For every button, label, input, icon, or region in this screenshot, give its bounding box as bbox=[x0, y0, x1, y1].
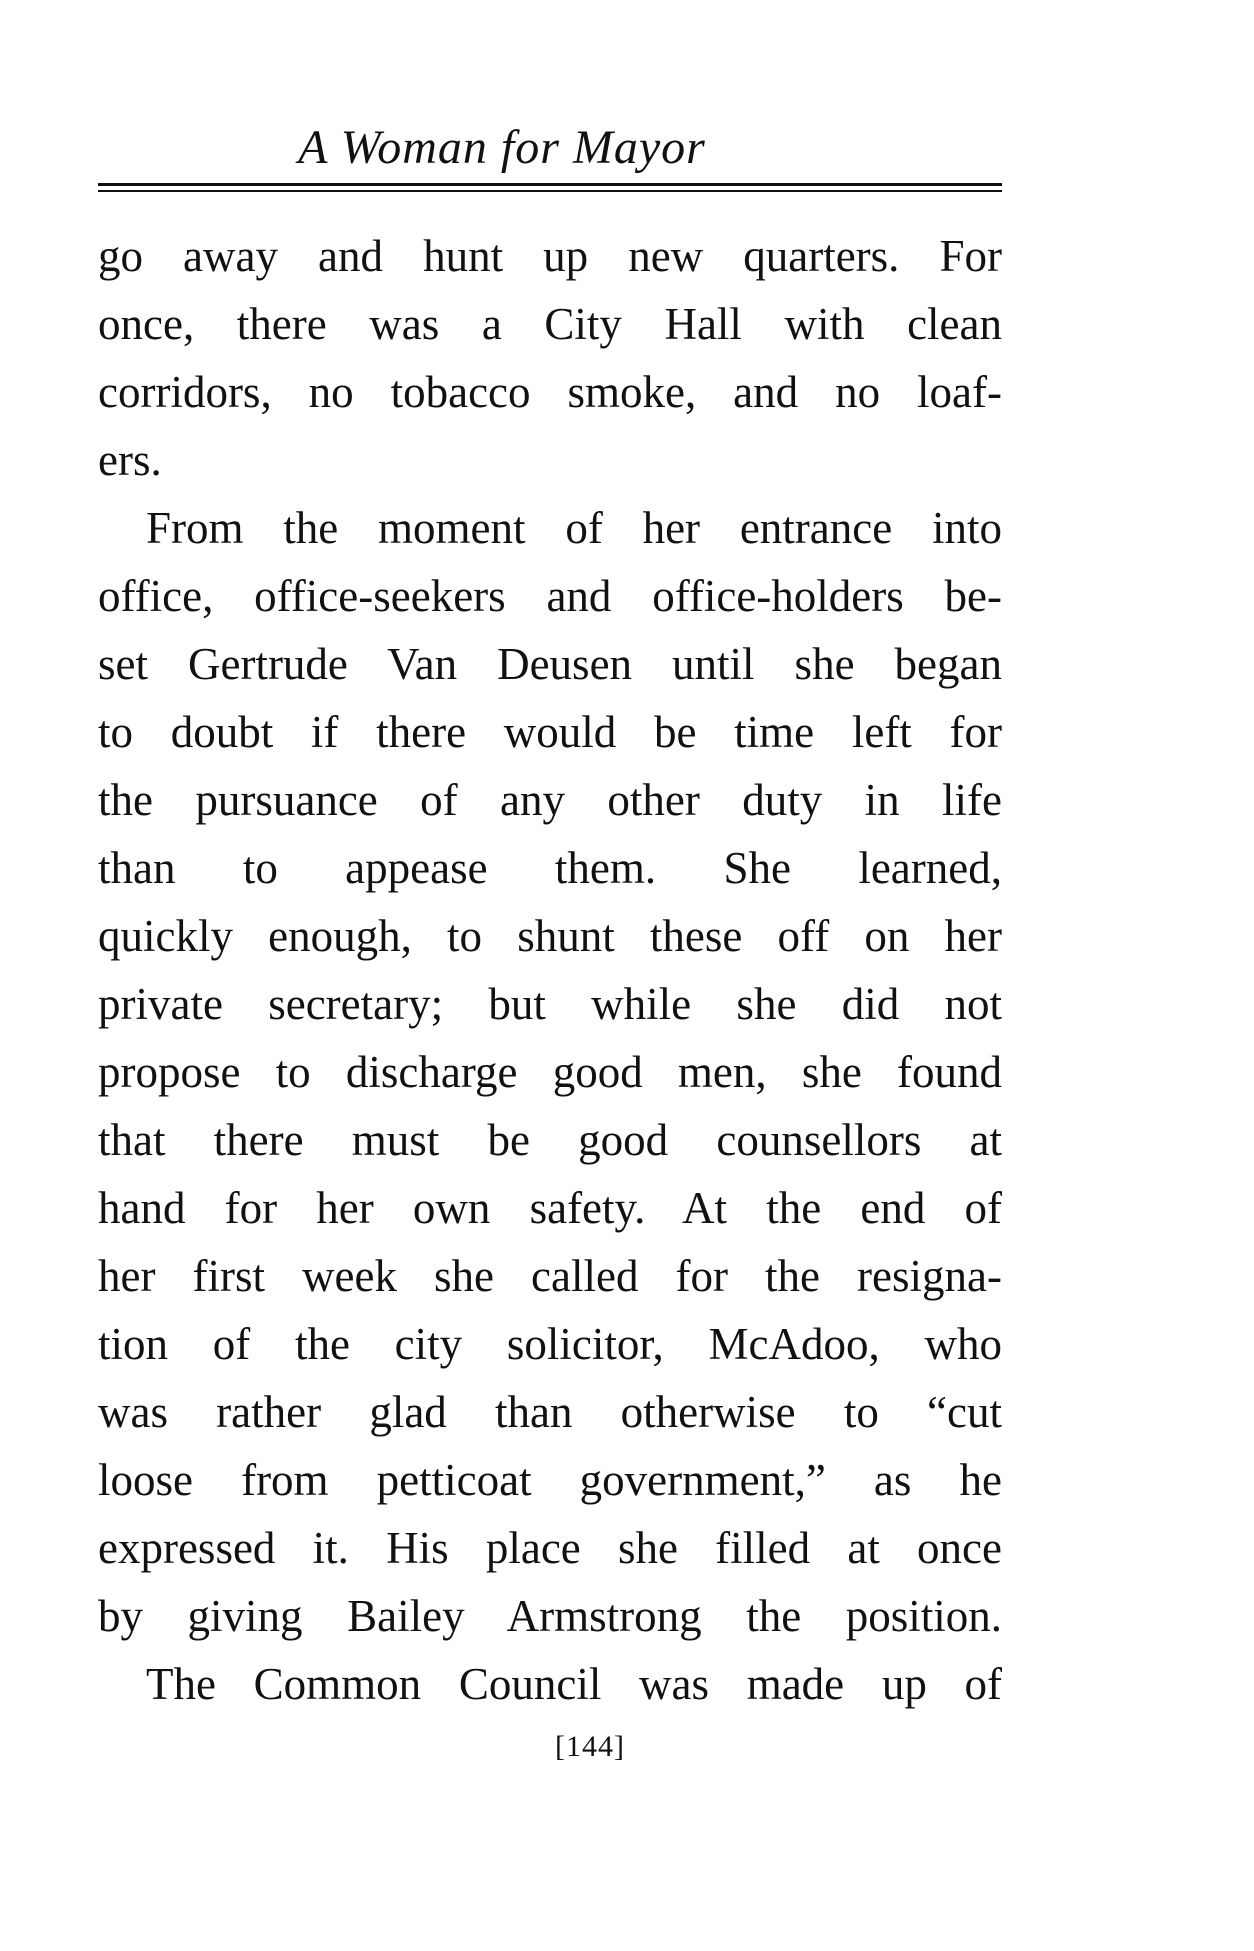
text-line: that there must be good counsellors at bbox=[98, 1115, 1002, 1165]
text-line: set Gertrude Van Deusen until she began bbox=[98, 639, 1002, 689]
text-line: From the moment of her entrance into bbox=[146, 503, 1002, 553]
running-head-title: A Woman for Mayor bbox=[298, 121, 706, 174]
text-line: The Common Council was made up of bbox=[146, 1659, 1002, 1709]
text-line: ers. bbox=[98, 435, 162, 485]
text-line: go away and hunt up new quarters. For bbox=[98, 231, 1002, 281]
text-line: private secretary; but while she did not bbox=[98, 979, 1002, 1029]
header-rule-thin bbox=[98, 190, 1002, 192]
body-text bbox=[98, 222, 1002, 1718]
text-line: expressed it. His place she filled at once bbox=[98, 1523, 1002, 1573]
text-line: by giving Bailey Armstrong the position. bbox=[98, 1591, 1002, 1641]
text-line: than to appease them. She learned, bbox=[98, 843, 1002, 893]
text-line: her first week she called for the resigna- bbox=[98, 1251, 1002, 1301]
header-rule-thick bbox=[98, 183, 1002, 186]
text-line: the pursuance of any other duty in life bbox=[98, 775, 1002, 825]
page-number: [144] bbox=[555, 1730, 625, 1763]
text-line: once, there was a City Hall with clean bbox=[98, 299, 1002, 349]
text-line: propose to discharge good men, she found bbox=[98, 1047, 1002, 1097]
text-line: tion of the city solicitor, McAdoo, who bbox=[98, 1319, 1002, 1369]
text-line: to doubt if there would be time left for bbox=[98, 707, 1002, 757]
text-line: was rather glad than otherwise to “cut bbox=[98, 1387, 1002, 1437]
text-line: hand for her own safety. At the end of bbox=[98, 1183, 1002, 1233]
text-line: loose from petticoat government,” as he bbox=[98, 1455, 1002, 1505]
text-line: corridors, no tobacco smoke, and no loaf- bbox=[98, 367, 1002, 417]
text-line: quickly enough, to shunt these off on her bbox=[98, 911, 1002, 961]
text-line: office, office-seekers and office-holders be- bbox=[98, 571, 1002, 621]
